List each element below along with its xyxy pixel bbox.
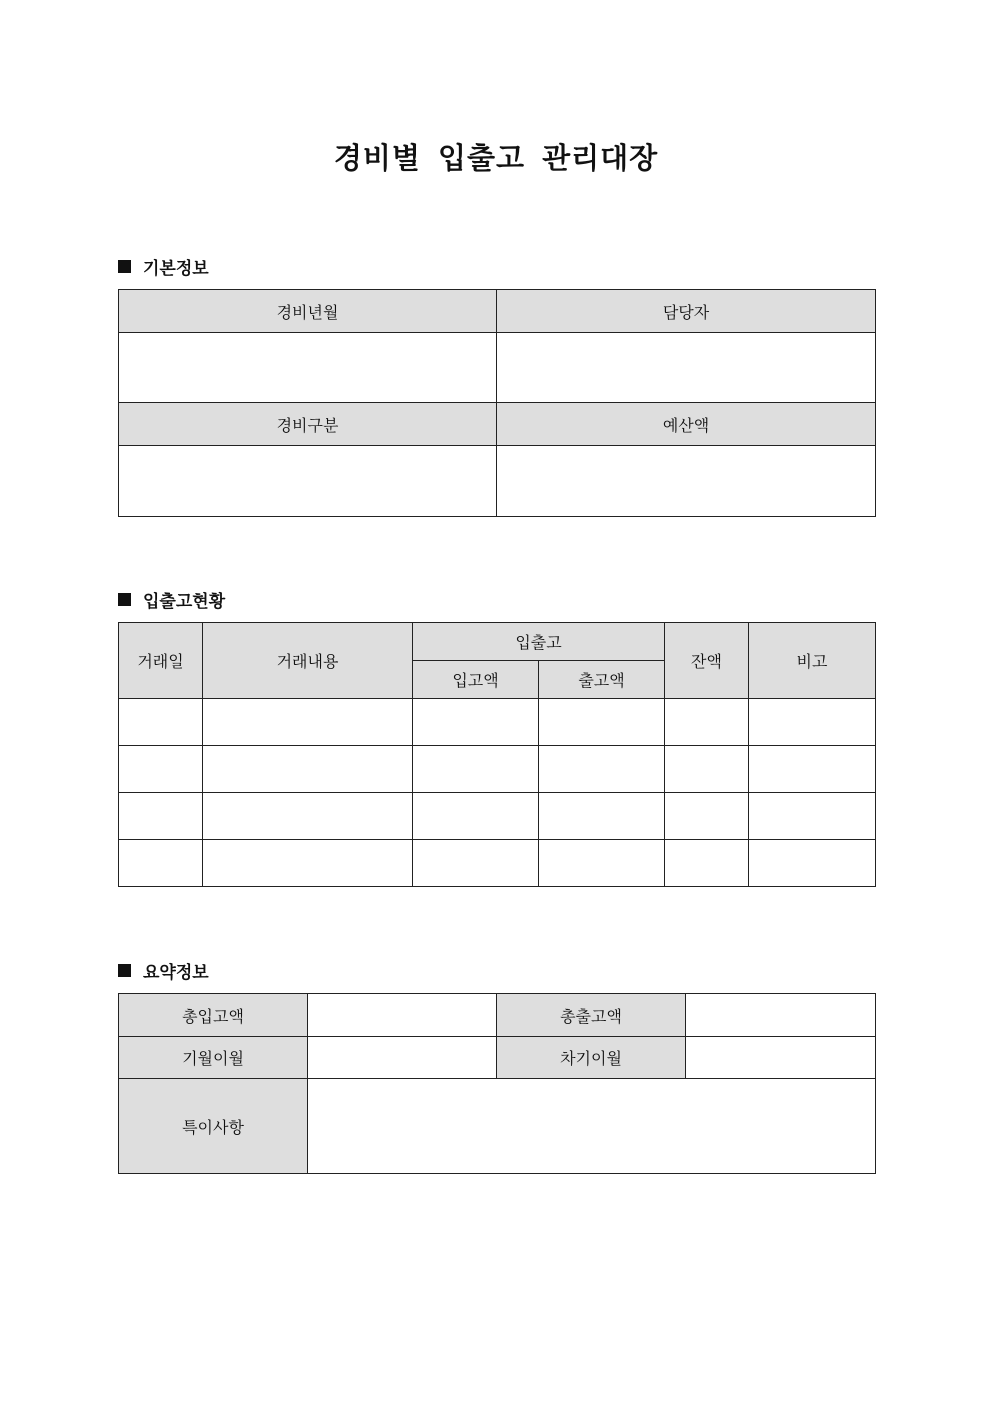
- section-status-heading: [118, 587, 225, 612]
- manager-field[interactable]: [497, 333, 876, 403]
- header-category: 경비구분: [119, 403, 497, 446]
- budget-field[interactable]: [497, 446, 876, 517]
- table-cell[interactable]: [539, 746, 665, 793]
- table-cell[interactable]: [119, 840, 203, 887]
- label-total-out: 총출고액: [497, 994, 686, 1037]
- square-bullet-icon: [118, 964, 131, 977]
- square-bullet-icon: [118, 593, 131, 606]
- header-out-amount: 출고액: [539, 661, 665, 699]
- table-cell[interactable]: [413, 699, 539, 746]
- next-carry-field[interactable]: [686, 1037, 876, 1079]
- transaction-table: [118, 622, 876, 887]
- table-cell[interactable]: [539, 699, 665, 746]
- section-label: 기본정보: [143, 259, 209, 279]
- table-cell[interactable]: [539, 840, 665, 887]
- header-year-month: 경비년월: [119, 290, 497, 333]
- label-total-in: 총입고액: [119, 994, 308, 1037]
- header-inout: 입출고: [413, 623, 665, 661]
- table-row: [119, 793, 876, 840]
- table-row: [119, 699, 876, 746]
- label-next-carry: 차기이월: [497, 1037, 686, 1079]
- header-content: 거래내용: [203, 623, 413, 699]
- table-cell[interactable]: [665, 746, 749, 793]
- table-cell[interactable]: [413, 793, 539, 840]
- table-cell[interactable]: [749, 793, 876, 840]
- table-cell[interactable]: [203, 840, 413, 887]
- table-cell[interactable]: [665, 840, 749, 887]
- table-row: [119, 746, 876, 793]
- basic-info-table: [118, 289, 876, 517]
- section-summary-heading: [118, 958, 209, 983]
- table-row: [119, 840, 876, 887]
- section-label: 요약정보: [143, 963, 209, 983]
- table-cell[interactable]: [749, 699, 876, 746]
- remarks-field[interactable]: [308, 1079, 876, 1174]
- section-basic-heading: [118, 254, 209, 279]
- header-in-amount: 입고액: [413, 661, 539, 699]
- header-note: 비고: [749, 623, 876, 699]
- table-cell[interactable]: [119, 793, 203, 840]
- total-out-field[interactable]: [686, 994, 876, 1037]
- header-date: 거래일: [119, 623, 203, 699]
- table-cell[interactable]: [413, 840, 539, 887]
- label-prev-carry: 기월이월: [119, 1037, 308, 1079]
- table-cell[interactable]: [119, 746, 203, 793]
- table-cell[interactable]: [119, 699, 203, 746]
- category-field[interactable]: [119, 446, 497, 517]
- section-label: 입출고현황: [143, 592, 226, 612]
- prev-carry-field[interactable]: [308, 1037, 497, 1079]
- header-balance: 잔액: [665, 623, 749, 699]
- header-budget: 예산액: [497, 403, 876, 446]
- table-cell[interactable]: [665, 699, 749, 746]
- year-month-field[interactable]: [119, 333, 497, 403]
- total-in-field[interactable]: [308, 994, 497, 1037]
- table-cell[interactable]: [203, 746, 413, 793]
- table-cell[interactable]: [413, 746, 539, 793]
- label-remarks: 특이사항: [119, 1079, 308, 1174]
- table-cell[interactable]: [749, 746, 876, 793]
- table-cell[interactable]: [203, 699, 413, 746]
- table-cell[interactable]: [665, 793, 749, 840]
- table-cell[interactable]: [539, 793, 665, 840]
- summary-table: [118, 993, 876, 1174]
- page-title: 경비별 입출고 관리대장: [333, 141, 659, 175]
- table-cell[interactable]: [203, 793, 413, 840]
- table-cell[interactable]: [749, 840, 876, 887]
- square-bullet-icon: [118, 260, 131, 273]
- header-manager: 담당자: [497, 290, 876, 333]
